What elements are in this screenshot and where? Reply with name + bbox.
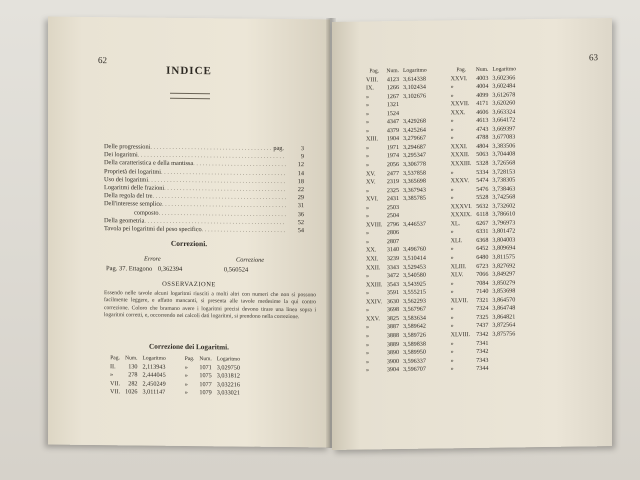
- table-cell: IX.: [366, 85, 374, 92]
- table-cell: »: [450, 306, 454, 313]
- table-cell: »: [366, 94, 370, 101]
- table-cell: 3343: [386, 264, 400, 271]
- table-cell: 3888: [386, 332, 400, 340]
- table-cell: 2325: [386, 187, 400, 194]
- column-header: Logaritmo: [403, 67, 427, 74]
- ornament-rule: [170, 93, 210, 99]
- toc-page: 12: [297, 161, 304, 169]
- toc-label: Tavola pei logaritmi del peso specifico: [104, 225, 202, 234]
- table-cell: 2807: [386, 238, 400, 246]
- table-cell: 1971: [386, 144, 400, 152]
- table-cell: 282: [128, 380, 138, 388]
- table-cell: XLVIII.: [450, 331, 471, 339]
- table-cell: 3,029750: [216, 363, 240, 372]
- table-cell: XV.: [366, 170, 376, 178]
- table-cell: »: [450, 289, 454, 296]
- table-cell: 3,664172: [492, 117, 516, 124]
- toc-label: Logaritmi delle frazioni: [104, 184, 165, 192]
- table-cell: 3,827692: [492, 262, 516, 270]
- table-cell: 6480: [476, 254, 489, 261]
- table-cell: 5632: [476, 203, 489, 210]
- toc-page: 22: [297, 186, 304, 194]
- table-cell: 3,589950: [403, 349, 426, 357]
- column-header: Logaritmo: [492, 66, 517, 73]
- table-cell: 4613: [476, 118, 489, 125]
- table-cell: [403, 229, 431, 238]
- toc-label: Delle progressioni: [104, 143, 151, 151]
- logarithm-table: [366, 65, 520, 375]
- table-cell: »: [450, 349, 454, 356]
- table-cell: 5476: [476, 186, 489, 193]
- table-cell: »: [366, 145, 370, 152]
- table-cell: »: [366, 307, 370, 314]
- column-header: Num.: [125, 355, 138, 362]
- table-cell: 2056: [386, 162, 400, 169]
- table-cell: 3472: [386, 273, 400, 280]
- table-cell: 6267: [476, 220, 489, 227]
- table-cell: 3,864570: [492, 297, 516, 304]
- table-cell: »: [450, 186, 454, 193]
- toc-page: 36: [297, 210, 304, 218]
- index-title: INDICE: [166, 64, 212, 78]
- table-cell: 1026: [125, 388, 138, 396]
- table-cell: 6118: [476, 212, 489, 219]
- table-of-contents: [104, 143, 304, 235]
- table-cell: 3,849297: [492, 271, 516, 278]
- table-cell: XIII.: [366, 136, 379, 143]
- table-cell: 3239: [386, 256, 400, 263]
- table-cell: 7344: [476, 365, 489, 373]
- corrections-row: [106, 265, 316, 274]
- table-cell: II.: [110, 362, 116, 370]
- table-cell: 3,614338: [403, 76, 426, 83]
- table-cell: »: [366, 230, 370, 237]
- table-cell: 2,444045: [142, 371, 166, 379]
- table-row: [110, 389, 245, 399]
- table-cell: XXXV.: [450, 178, 469, 185]
- table-cell: 3,864821: [492, 314, 516, 321]
- right-page: [332, 18, 612, 450]
- table-cell: 3,864748: [492, 305, 516, 313]
- table-cell: 1079: [199, 389, 212, 397]
- table-cell: 7321: [476, 297, 489, 304]
- table-cell: »: [366, 102, 370, 109]
- table-cell: 3,663324: [492, 109, 516, 116]
- table-cell: 3,704408: [492, 151, 516, 159]
- table-cell: 3,294687: [403, 144, 426, 151]
- table-cell: 4804: [476, 143, 489, 150]
- toc-page: 9: [300, 153, 304, 161]
- table-cell: 7084: [476, 280, 489, 287]
- correction-error: 0,362394: [157, 265, 183, 273]
- table-cell: 3,279667: [403, 136, 426, 143]
- table-cell: 3,385785: [403, 195, 426, 203]
- table-cell: »: [450, 340, 454, 347]
- toc-page: 54: [297, 227, 304, 235]
- table-cell: »: [366, 359, 370, 366]
- table-cell: 5334: [476, 169, 489, 176]
- table-cell: »: [110, 371, 114, 379]
- table-cell: 3140: [386, 247, 400, 254]
- table-cell: 3,596707: [403, 366, 426, 374]
- table-cell: 3,583634: [403, 315, 426, 322]
- table-cell: VIII.: [366, 76, 379, 84]
- log-corrections-title: Correzione dei Logaritmi.: [149, 342, 229, 352]
- table-cell: XXIV.: [366, 299, 382, 306]
- column-header: Pag.: [110, 355, 120, 362]
- table-cell: 3,102434: [403, 84, 426, 92]
- table-cell: »: [366, 213, 370, 220]
- table-cell: »: [450, 135, 454, 142]
- table-cell: XXX.: [450, 109, 466, 117]
- table-cell: 3543: [386, 281, 400, 288]
- toc-page: 29: [297, 194, 304, 202]
- table-cell: »: [184, 389, 188, 397]
- col-errore: Errore: [144, 255, 161, 263]
- table-cell: 2503: [386, 204, 400, 211]
- table-cell: »: [366, 239, 370, 246]
- table-cell: 3,429268: [403, 118, 426, 126]
- table-cell: 5528: [476, 194, 489, 202]
- table-cell: VII.: [110, 388, 121, 396]
- table-cell: 3,596337: [403, 358, 426, 365]
- table-cell: 7140: [476, 288, 489, 296]
- table-cell: 1075: [199, 372, 212, 380]
- table-cell: 3,011147: [142, 388, 166, 397]
- table-cell: 7324: [476, 306, 489, 313]
- table-cell: 7437: [476, 323, 489, 330]
- table-cell: 2431: [386, 196, 400, 203]
- table-cell: 3,602366: [492, 74, 516, 82]
- table-cell: »: [450, 127, 454, 134]
- table-cell: 3,562293: [403, 298, 426, 305]
- table-cell: XX.: [366, 247, 377, 254]
- correction-ref: Pag. 37. Ettagono: [106, 265, 153, 273]
- table-cell: 3904: [386, 367, 400, 374]
- page-number: 63: [589, 52, 598, 63]
- table-cell: [403, 203, 431, 212]
- column-header: Pag.: [184, 355, 195, 363]
- table-cell: »: [450, 357, 454, 364]
- table-cell: 3,589726: [403, 332, 426, 339]
- table-cell: 3,543925: [403, 281, 426, 288]
- table-cell: »: [450, 366, 454, 373]
- toc-header: pag.: [273, 144, 284, 152]
- column-header: Logaritmo: [142, 355, 166, 362]
- table-cell: 4003: [476, 75, 489, 82]
- toc-label: Dei logaritmi: [104, 151, 138, 159]
- table-cell: »: [450, 315, 454, 322]
- table-cell: 4788: [476, 135, 489, 142]
- table-cell: »: [450, 84, 454, 91]
- table-cell: XXII.: [366, 264, 381, 272]
- table-cell: »: [450, 169, 454, 176]
- table-cell: 3,555215: [403, 289, 426, 297]
- table-cell: »: [366, 205, 370, 212]
- table-cell: 3,537858: [403, 170, 426, 177]
- table-cell: 3,102676: [403, 93, 426, 100]
- table-cell: [403, 238, 431, 247]
- toc-label: Proprietà dei logaritmi: [104, 167, 162, 176]
- table-cell: »: [366, 341, 370, 348]
- table-cell: 2,113943: [142, 363, 166, 371]
- table-cell: 1266: [386, 85, 400, 92]
- toc-page: 14: [297, 169, 304, 177]
- table-cell: 3,425264: [403, 127, 426, 134]
- table-cell: 3630: [386, 298, 400, 305]
- table-cell: 3,786610: [492, 211, 516, 219]
- left-page: [48, 17, 330, 448]
- table-cell: 2796: [386, 221, 400, 229]
- table-cell: 3,032216: [216, 381, 240, 389]
- table-cell: 3,796973: [492, 220, 516, 227]
- table-cell: 5063: [476, 152, 489, 159]
- table-cell: XXIII.: [366, 281, 383, 289]
- toc-label: Della regola del tre: [104, 192, 153, 200]
- table-cell: »: [366, 350, 370, 357]
- table-cell: 3889: [386, 341, 400, 348]
- table-cell: »: [366, 153, 370, 160]
- toc-page: 18: [297, 177, 304, 186]
- column-header: Pag.: [456, 67, 467, 74]
- table-cell: 3,677083: [492, 134, 516, 142]
- table-cell: XXXI.: [450, 143, 468, 151]
- table-cell: 278: [128, 371, 138, 379]
- table-cell: 5474: [476, 177, 489, 185]
- log-corrections-body: [110, 363, 245, 399]
- table-cell: 3,728153: [492, 168, 516, 176]
- table-cell: 3,872564: [492, 322, 516, 330]
- table-cell: [403, 109, 431, 118]
- table-cell: 3,033021: [216, 389, 240, 397]
- table-cell: 1071: [199, 363, 212, 371]
- table-cell: 7342: [476, 348, 489, 355]
- observation-title: OSSERVAZIONE: [162, 280, 216, 289]
- table-cell: 3,589642: [403, 324, 426, 331]
- table-cell: 3,732602: [492, 203, 516, 210]
- table-cell: 4004: [476, 83, 489, 91]
- table-cell: 3,620260: [492, 100, 516, 107]
- table-cell: 7342: [476, 331, 489, 338]
- table-cell: XL.: [450, 221, 461, 228]
- table-cell: 3,383506: [492, 143, 516, 150]
- table-cell: XVIII.: [366, 222, 383, 229]
- table-cell: 3,589838: [403, 341, 426, 348]
- log-corrections-table: [110, 354, 245, 398]
- table-cell: 3,850279: [492, 280, 516, 287]
- table-cell: XXXVI.: [450, 203, 472, 211]
- table-cell: XLIII.: [450, 263, 467, 270]
- table-cell: »: [184, 363, 188, 371]
- table-cell: XXV.: [366, 316, 380, 323]
- table-cell: 7066: [476, 271, 489, 279]
- table-cell: 6452: [476, 246, 489, 253]
- table-cell: XLV.: [450, 272, 464, 279]
- col-correzione: Correzione: [236, 256, 265, 264]
- table-cell: VII.: [110, 379, 121, 388]
- table-cell: »: [184, 380, 188, 388]
- table-cell: 1524: [386, 110, 400, 117]
- table-cell: »: [366, 273, 370, 280]
- toc-row: [104, 225, 304, 235]
- column-header: Pag.: [369, 68, 380, 75]
- toc-label: Uso dei logaritmi: [104, 175, 149, 184]
- table-cell: 3591: [386, 290, 400, 297]
- table-cell: XVI.: [366, 196, 379, 203]
- table-cell: »: [366, 367, 370, 374]
- table-cell: »: [366, 119, 370, 126]
- table-cell: 3,801472: [492, 228, 516, 236]
- table-cell: 3,367943: [403, 187, 426, 194]
- table-cell: 4606: [476, 109, 489, 116]
- table-cell: 4379: [386, 127, 400, 135]
- table-cell: 6368: [476, 237, 489, 244]
- table-cell: 3,669397: [492, 126, 516, 133]
- table-cell: 2806: [386, 230, 400, 237]
- table-cell: 3,602484: [492, 83, 516, 90]
- table-cell: »: [450, 255, 454, 262]
- table-cell: »: [366, 128, 370, 135]
- table-cell: »: [450, 229, 454, 236]
- toc-label: Della geometria: [104, 216, 145, 225]
- table-cell: 3,446537: [403, 221, 426, 228]
- table-cell: 4171: [476, 100, 489, 108]
- table-cell: 4347: [386, 119, 400, 126]
- table-cell: 3,804003: [492, 237, 516, 244]
- table-cell: [403, 101, 431, 110]
- table-cell: 3,738305: [492, 177, 516, 184]
- column-header: Logaritmo: [216, 356, 240, 363]
- table-cell: XXXIX.: [450, 212, 472, 219]
- table-row: [366, 364, 520, 375]
- table-cell: 3890: [386, 350, 400, 357]
- table-cell: 4743: [476, 126, 489, 133]
- table-cell: 5328: [476, 160, 489, 167]
- open-book: [40, 18, 620, 458]
- table-cell: 3,811575: [492, 254, 516, 261]
- table-cell: XXVII.: [450, 101, 470, 108]
- table-cell: 3887: [386, 324, 400, 331]
- table-cell: 3,738463: [492, 186, 516, 193]
- table-cell: 1904: [386, 136, 400, 143]
- table-cell: [403, 212, 431, 221]
- table-cell: »: [366, 111, 370, 118]
- table-cell: 3825: [386, 315, 400, 323]
- table-cell: »: [366, 290, 370, 297]
- logarithm-table-body: [366, 74, 520, 375]
- column-header: Num.: [475, 66, 489, 73]
- table-cell: 6331: [476, 229, 489, 236]
- table-cell: 3900: [386, 358, 400, 365]
- correction-value: 0,560524: [223, 266, 249, 274]
- table-cell: 1267: [386, 93, 400, 100]
- corrections-header: [108, 255, 308, 264]
- table-cell: 3,540580: [403, 272, 426, 280]
- table-cell: 4123: [386, 76, 400, 83]
- page-number: 62: [98, 55, 107, 66]
- table-cell: »: [450, 92, 454, 99]
- toc-page: 3: [300, 145, 304, 153]
- table-cell: 7325: [476, 314, 489, 321]
- table-cell: »: [366, 324, 370, 331]
- table-cell: 3,742568: [492, 194, 516, 201]
- table-cell: XXXII.: [450, 152, 470, 159]
- table-cell: 3,726568: [492, 160, 516, 167]
- toc-label: Della caratteristica e della mantissa: [104, 159, 194, 168]
- table-cell: 7341: [476, 340, 489, 347]
- table-cell: »: [450, 323, 454, 330]
- table-cell: »: [450, 195, 454, 202]
- table-cell: 3,510414: [403, 255, 426, 262]
- table-cell: 1077: [199, 380, 212, 389]
- table-cell: [492, 364, 520, 373]
- table-cell: »: [366, 333, 370, 340]
- toc-label: Dell'interesse semplice: [104, 200, 162, 209]
- table-cell: 6723: [476, 263, 489, 270]
- column-header: Num.: [386, 68, 400, 75]
- corrections-title: Correzioni.: [170, 238, 208, 249]
- table-cell: 3,612678: [492, 92, 516, 99]
- table-cell: 3698: [386, 307, 400, 314]
- table-cell: 7343: [476, 357, 489, 364]
- table-cell: »: [450, 280, 454, 287]
- table-cell: XXVI.: [450, 75, 468, 82]
- table-cell: 4099: [476, 92, 489, 99]
- table-cell: 1974: [386, 153, 400, 160]
- table-cell: 3,496760: [403, 247, 426, 254]
- table-cell: »: [184, 372, 188, 380]
- table-cell: 3,567967: [403, 306, 426, 314]
- table-cell: »: [366, 188, 370, 195]
- table-cell: 3,529453: [403, 264, 426, 271]
- table-cell: »: [366, 162, 370, 169]
- table-cell: 3,031812: [216, 372, 240, 380]
- column-header: Num.: [199, 356, 212, 363]
- table-cell: 3,306778: [403, 161, 426, 168]
- table-cell: 2477: [386, 170, 400, 177]
- table-cell: 3,295347: [403, 153, 426, 160]
- table-cell: XV.: [366, 179, 376, 186]
- toc-page: 52: [297, 218, 304, 227]
- table-cell: XLI.: [450, 238, 463, 245]
- table-cell: 3,809694: [492, 245, 516, 253]
- table-cell: 2504: [386, 213, 400, 220]
- toc-page: 31: [297, 202, 304, 210]
- table-cell: »: [450, 246, 454, 253]
- table-cell: 3,853698: [492, 288, 516, 295]
- toc-label: composto: [134, 209, 159, 217]
- observation-text: Essendo nelle tavole alcuni logaritmi riusciti a molti altri con numeri che non si possono facilmente leggere, e affatto mancanti, si presenta alle tavole medesime la qui contro correzione. Coloro che bramano avere i logaritmi precisi devono tirare una linea sopra i logaritmi corretti, e, occorrendo nei calcoli dati logaritmi, si prendono nella correzione.: [104, 290, 316, 321]
- table-cell: 1321: [386, 102, 400, 109]
- table-cell: 3,365698: [403, 178, 426, 186]
- table-cell: 3,875756: [492, 331, 516, 338]
- table-cell: 2,450249: [142, 380, 166, 388]
- table-cell: 2319: [386, 179, 400, 186]
- table-cell: XXXIII.: [450, 161, 472, 168]
- table-cell: XXI.: [366, 256, 379, 263]
- table-cell: XLVII.: [450, 297, 469, 305]
- table-cell: »: [450, 118, 454, 125]
- table-cell: 130: [128, 362, 138, 371]
